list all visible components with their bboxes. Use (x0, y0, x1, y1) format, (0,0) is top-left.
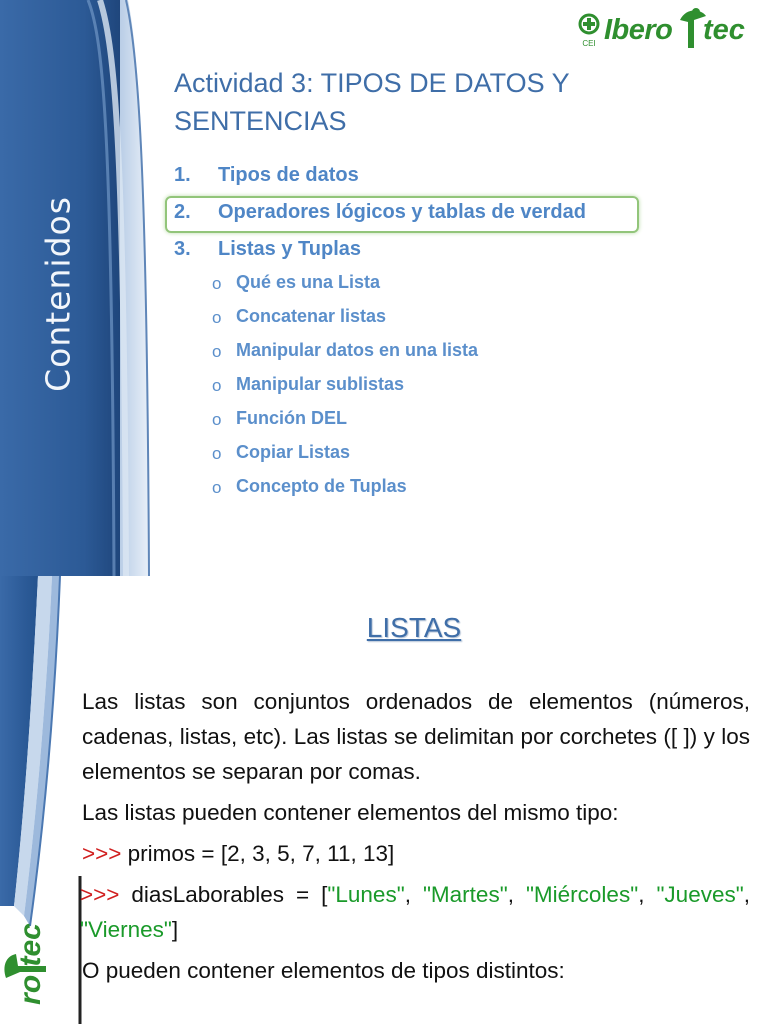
bullet-circle-icon: o (212, 342, 222, 361)
slide-listas (0, 576, 768, 1024)
toc-label: Listas y Tuplas (218, 238, 362, 260)
code-text: primos = [2, 3, 5, 7, 11, 13] (121, 841, 395, 866)
slide-contents: Contenidos CEI Ibero tec Actividad 3: TIPOS DE DATOS Y SENTENCIAS 1. Tipos de datos 2. Operadores lógicos y tablas de verdad 3. Listas y Tuplas o Qué es una Lista o Concatenar listas o Manipular datos en una lista o Manipular sublistas o Función DEL o Copiar Listas o Concepto de Tuplas (0, 0, 768, 576)
paragraph-same-type: Las listas pueden contener elementos del mismo tipo: (82, 800, 619, 825)
slide-title: LISTAS (366, 612, 462, 643)
string-literal: "Miércoles" (525, 882, 639, 907)
paragraph-definition: Las listas son conjuntos ordenados de elementos (números, cadenas, listas, etc). Las listas se delimitan por corchetes ([ ]) y los elementos se separan por comas. (82, 689, 750, 784)
code-line-dias: >>> diasLaborables = ["Lunes", "Martes", "Miércoles", "Jueves", "Viernes"] (80, 882, 750, 942)
prompt-symbol: >>> (82, 841, 122, 866)
slide-body (82, 684, 750, 994)
string-literal: "Lunes" (327, 882, 405, 907)
side-band-decoration (0, 0, 156, 576)
string-literal: "Jueves" (656, 882, 744, 907)
slide-title: Actividad 3: TIPOS DE DATOS Y SENTENCIAS (174, 68, 570, 136)
bullet-circle-icon: o (212, 444, 222, 463)
logo-text-tec: tec (703, 14, 745, 46)
toc-item-listas-y-tuplas (174, 234, 734, 271)
bullet-circle-icon: o (212, 308, 222, 327)
iberotec-logo (576, 6, 756, 52)
toc-number: 1. (174, 164, 191, 186)
bullet-circle-icon: o (212, 410, 222, 429)
svg-text:CEI: CEI (582, 39, 596, 48)
paragraph-mixed-types: O pueden contener elementos de tipos distintos: (82, 958, 565, 983)
code-text: diasLaborables = [ (119, 882, 328, 907)
string-literal: "Viernes" (80, 917, 172, 942)
logo-badge-icon (576, 12, 602, 52)
string-literal: "Martes" (422, 882, 508, 907)
toc-label: Tipos de datos (218, 164, 359, 186)
contents-list (174, 160, 734, 271)
code-line-primos (82, 836, 750, 871)
prompt-symbol: >>> (80, 882, 120, 907)
side-label: Contenidos (38, 196, 78, 392)
bullet-circle-icon: o (212, 274, 222, 293)
toc-item-operadores-logicos (174, 197, 734, 234)
logo-text-vertical: ro tec (14, 923, 47, 1005)
toc-item-tipos-de-datos (174, 160, 734, 197)
toc-number: 2. (174, 201, 191, 223)
bullet-circle-icon: o (212, 478, 222, 497)
logo-text-ibero: Ibero (604, 14, 673, 46)
bullet-circle-icon: o (212, 376, 222, 395)
toc-number: 3. (174, 238, 191, 260)
toc-label: Operadores lógicos y tablas de verdad (218, 201, 586, 223)
